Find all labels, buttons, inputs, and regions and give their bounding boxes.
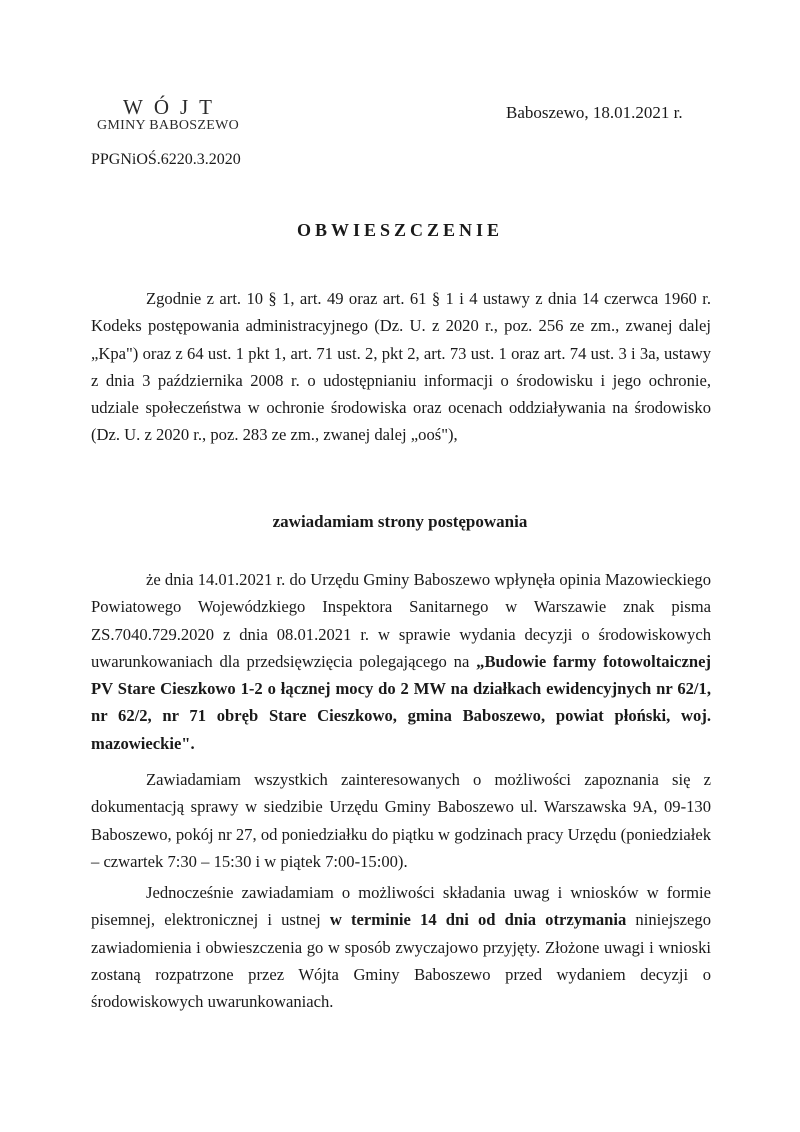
office-stamp	[78, 96, 258, 134]
paragraph-comments	[91, 879, 711, 1015]
deadline-text: w terminie 14 dni od dnia otrzymania	[329, 910, 627, 930]
stamp-subtitle: GMINY BABOSZEWO	[96, 118, 240, 133]
section-heading: zawiadamiam strony postępowania	[272, 512, 528, 531]
intro-paragraph: Zgodnie z art. 10 § 1, art. 49 oraz art. 61 § 1 i 4 ustawy z dnia 14 czerwca 1960 r. Kodeks postępowania administracyjnego (Dz. U. z 2020 r., poz. 256 ze zm., zwanej dalej „Kpa") oraz z 64 ust. 1 pkt 1, art. 71 ust. 2, pkt 2, art. 73 ust. 1 oraz art. 74 ust. 3 i 3a, ustawy z dnia 3 października 2008 r. o udostępnianiu informacji o środowisku i jego ochronie, udziale społeczeństwa w ochronie środowiska oraz ocenach oddziaływania na środowisko (Dz. U. z 2020 r., poz. 283 ze zm., zwanej dalej „ooś"),	[91, 289, 711, 445]
place-date: Baboszewo, 18.01.2021 r.	[506, 103, 683, 122]
document-title: OBWIESZCZENIE	[296, 220, 504, 240]
project-name: „Budowie farmy fotowoltaicznej PV Stare Cieszkowo 1-2 o łącznej mocy do 2 MW na działkach ewidencyjnych nr 62/1, nr 62/2, nr 71 obręb Stare Cieszkowo, gmina Baboszewo, powiat płoński, woj. mazowieckie".	[91, 651, 711, 753]
paragraph-comments-text-a: Jednocześnie zawiadamiam o możliwości składania uwag i wniosków w formie pisemnej, elektronicznej i ustnej	[91, 883, 711, 930]
stamp-title: WÓJT	[123, 95, 223, 119]
paragraph-documentation: Zawiadamiam wszystkich zainteresowanych o możliwości zapoznania się z dokumentacją sprawy w siedzibie Urzędu Gminy Baboszewo ul. Warszawska 9A, 09-130 Baboszewo, pokój nr 27, od poniedziałku do piątku w godzinach pracy Urzędu (poniedziałek – czwartek 7:30 – 15:30 i w piątek 7:00-15:00).	[91, 770, 711, 871]
reference-number: PPGNiOŚ.6220.3.2020	[91, 151, 241, 168]
paragraph-opinion-text: że dnia 14.01.2021 r. do Urzędu Gminy Baboszewo wpłynęła opinia Mazowieckiego Powiatowego Wojewódzkiego Inspektora Sanitarnego w Warszawie znak pisma ZS.7040.729.2020 z dnia 08.01.2021 r. w sprawie wydania decyzji o środowiskowych uwarunkowaniach dla przedsięwzięcia polegającego na	[91, 570, 711, 671]
paragraph-comments-text-b: niniejszego zawiadomienia i obwieszczenia go w sposób zwyczajowo przyjęty. Złożone uwagi i wnioski zostaną rozpatrzone przez Wójta Gminy Baboszewo przed wydaniem decyzji o środowiskowych uwarunkowaniach.	[91, 910, 711, 1012]
paragraph-opinion	[91, 566, 711, 757]
